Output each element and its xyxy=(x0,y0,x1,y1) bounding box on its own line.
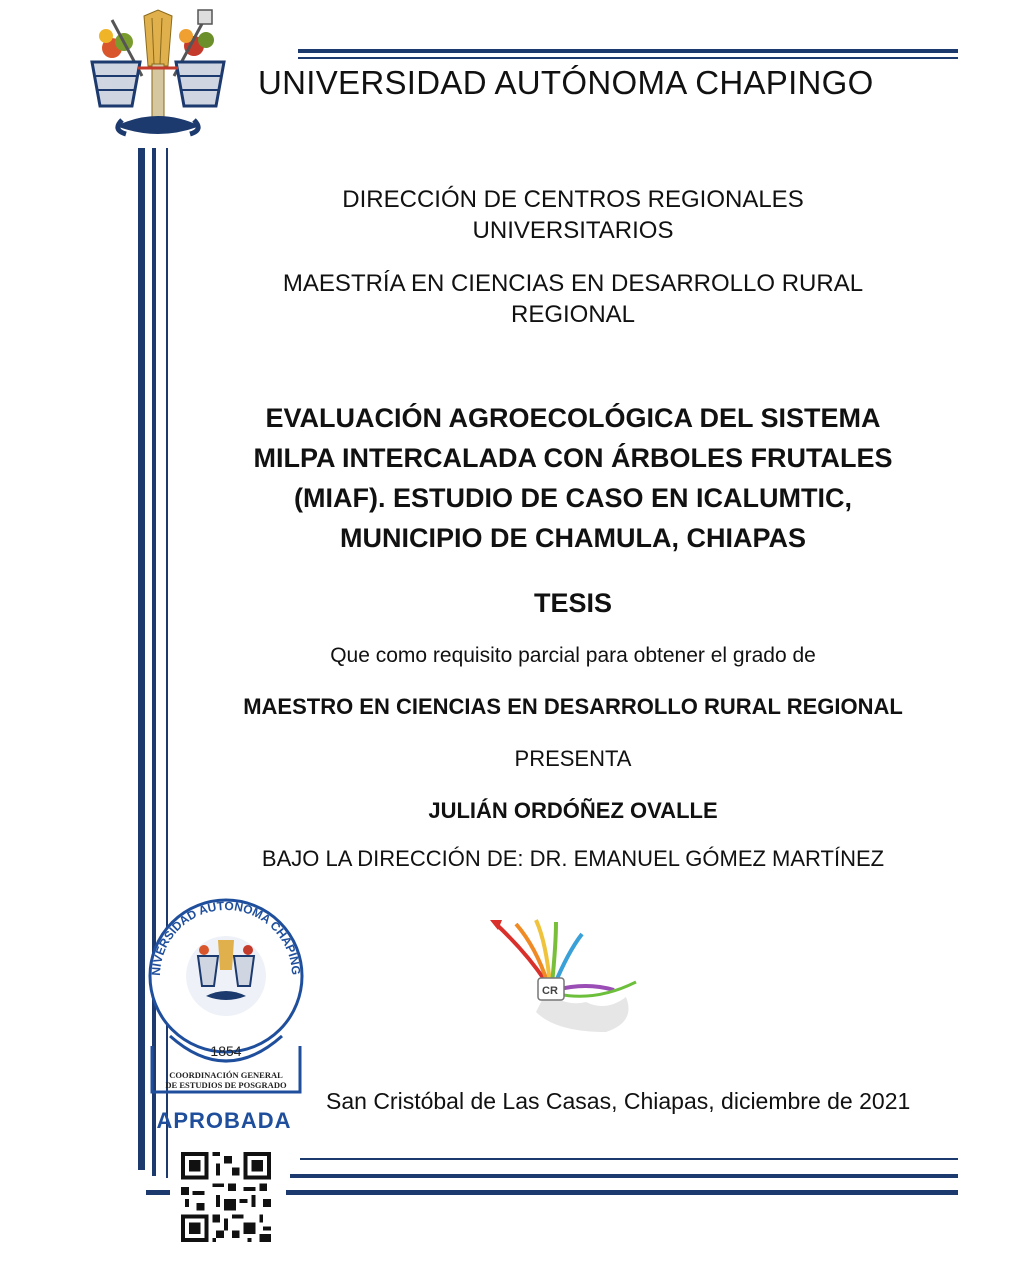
cr-arrows-logo-icon xyxy=(486,912,646,1042)
seal-ring-text: NIVERSIDAD AUTÓNOMA CHAPING xyxy=(148,898,304,977)
program-heading xyxy=(190,268,956,330)
university-name: UNIVERSIDAD AUTÓNOMA CHAPINGO xyxy=(258,64,874,101)
place-date: San Cristóbal de Las Casas, Chiapas, diciembre de 2021 xyxy=(326,1088,911,1114)
requirement-text: Que como requisito parcial para obtener el grado de xyxy=(330,644,816,667)
direccion-line-2: UNIVERSITARIOS xyxy=(472,217,674,244)
frame-bottom-line-2 xyxy=(290,1174,958,1178)
cr-logo xyxy=(486,912,646,1042)
thesis-title-line-2: MILPA INTERCALADA CON ÁRBOLES FRUTALES xyxy=(253,443,893,473)
qr-code xyxy=(176,1148,276,1246)
frame-top-line-2 xyxy=(298,57,958,59)
chapingo-crest-icon xyxy=(82,6,234,146)
seal-coord-line-2: DE ESTUDIOS DE POSGRADO xyxy=(165,1080,287,1090)
frame-bottom-line-3 xyxy=(146,1190,170,1195)
degree-name: MAESTRO EN CIENCIAS EN DESARROLLO RURAL REGIONAL xyxy=(243,694,903,719)
thesis-title-line-1: EVALUACIÓN AGROECOLÓGICA DEL SISTEMA xyxy=(265,403,881,433)
seal-status: APROBADA xyxy=(156,1108,292,1133)
cr-logo-text: CR xyxy=(542,985,558,997)
program-line-1: MAESTRÍA EN CIENCIAS EN DESARROLLO RURAL xyxy=(282,270,864,297)
seal-coord-line-1: COORDINACIÓN GENERAL xyxy=(169,1070,283,1080)
frame-bottom-line-4 xyxy=(286,1190,958,1195)
thesis-title xyxy=(190,398,956,558)
document-type: TESIS xyxy=(533,588,613,618)
direccion-line-1: DIRECCIÓN DE CENTROS REGIONALES xyxy=(342,186,804,213)
frame-bottom-line-1 xyxy=(300,1158,958,1160)
program-line-2: REGIONAL xyxy=(510,301,636,328)
direccion-heading xyxy=(190,184,956,246)
presenta-label: PRESENTA xyxy=(514,746,632,771)
thesis-title-line-3: (MIAF). ESTUDIO DE CASO EN ICALUMTIC, xyxy=(294,483,852,513)
frame-top-line-1 xyxy=(298,49,958,53)
author-name: JULIÁN ORDÓÑEZ OVALLE xyxy=(428,798,718,823)
approval-seal xyxy=(142,886,306,1136)
approval-seal-icon xyxy=(142,886,306,1136)
qr-code-icon xyxy=(176,1148,276,1246)
seal-year: 1854 xyxy=(210,1043,242,1059)
thesis-title-line-4: MUNICIPIO DE CHAMULA, CHIAPAS xyxy=(339,523,806,553)
director-line: BAJO LA DIRECCIÓN DE: DR. EMANUEL GÓMEZ MARTÍNEZ xyxy=(261,846,885,871)
